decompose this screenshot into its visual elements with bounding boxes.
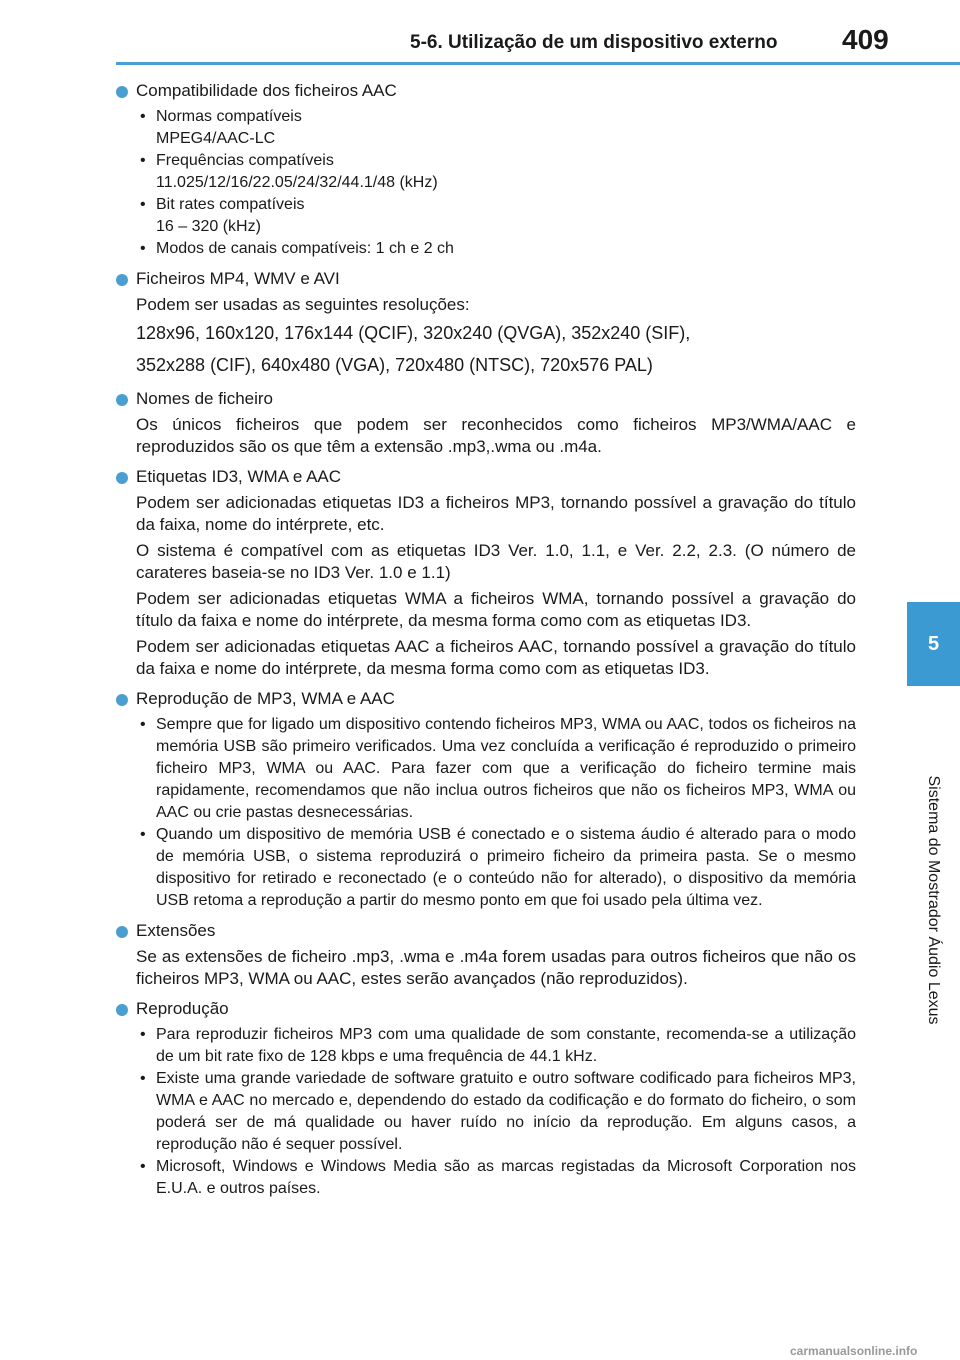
- item-list: [136, 1024, 856, 1200]
- dot-icon: •: [140, 1026, 146, 1043]
- watermark: carmanualsonline.info: [790, 1344, 918, 1358]
- item-list: [136, 714, 856, 912]
- list-item: • Normas compatíveis MPEG4/AAC-LC: [140, 108, 302, 147]
- dot-icon: •: [140, 196, 146, 213]
- section-extensions: [116, 920, 856, 990]
- paragraph: 128x96, 160x120, 176x144 (QCIF), 320x240 (QVGA), 352x240 (SIF),: [136, 323, 691, 343]
- chapter-label: Sistema do Mostrador Áudio Lexus: [925, 775, 942, 1025]
- dot-icon: •: [140, 826, 146, 843]
- page-content: [116, 80, 856, 1208]
- bullet-icon: [116, 472, 128, 484]
- dot-icon: •: [140, 716, 146, 733]
- list-item: • Bit rates compatíveis 16 – 320 (kHz): [140, 196, 305, 235]
- dot-icon: •: [140, 108, 146, 125]
- section-heading: Ficheiros MP4, WMV e AVI: [116, 268, 856, 290]
- paragraph: Podem ser adicionadas etiquetas ID3 a ficheiros MP3, tornando possível a gravação do título da faixa, nome do intérprete, etc.: [136, 493, 856, 534]
- section-video: [116, 268, 856, 380]
- paragraph: Podem ser adicionadas etiquetas AAC a ficheiros AAC, tornando possível a gravação do título da faixa e nome do intérprete, da mesma forma como com as etiquetas ID3.: [136, 637, 856, 678]
- bullet-icon: [116, 394, 128, 406]
- section-title: 5-6. Utilização de um dispositivo externo: [410, 32, 778, 53]
- list-item: • Microsoft, Windows e Windows Media são as marcas registadas da Microsoft Corporation nos E.U.A. e outros países.: [140, 1158, 856, 1197]
- section-tags: [116, 466, 856, 680]
- paragraph: Podem ser adicionadas etiquetas WMA a ficheiros WMA, tornando possível a gravação do título da faixa e nome do intérprete, da mesma forma como com as etiquetas ID3.: [136, 589, 856, 630]
- paragraph: Podem ser usadas as seguintes resoluções:: [136, 295, 470, 314]
- dot-icon: •: [140, 1158, 146, 1175]
- section-heading: Extensões: [116, 920, 856, 942]
- section-heading: Reprodução de MP3, WMA e AAC: [116, 688, 856, 710]
- chapter-tab[interactable]: [907, 602, 960, 686]
- bullet-icon: [116, 1004, 128, 1016]
- list-item: • Sempre que for ligado um dispositivo contendo ficheiros MP3, WMA ou AAC, todos os ficheiros na memória USB são primeiro verificados. Uma vez concluída a verificação é reproduzido o primeiro ficheiro MP3, WMA ou AAC. Para fazer com que a verificação do ficheiro termine mais rapidamente, recomendamos que não inclua outros ficheiros que não os ficheiros MP3, WMA ou AAC ou crie pastas desnecessárias.: [140, 716, 856, 821]
- paragraph: O sistema é compatível com as etiquetas ID3 Ver. 1.0, 1.1, e Ver. 2.2, 2.3. (O número de carateres baseia-se no ID3 Ver. 1.0 e 1.1): [136, 541, 856, 582]
- list-item: • Modos de canais compatíveis: 1 ch e 2 ch: [136, 238, 856, 260]
- section-names: [116, 388, 856, 458]
- section-heading: Etiquetas ID3, WMA e AAC: [116, 466, 856, 488]
- section-playback: [116, 998, 856, 1200]
- bullet-icon: [116, 694, 128, 706]
- section-heading: Nomes de ficheiro: [116, 388, 856, 410]
- page-header: [0, 0, 960, 64]
- paragraph: Se as extensões de ficheiro .mp3, .wma e .m4a forem usadas para outros ficheiros que não os ficheiros MP3, WMA ou AAC, estes serão avançados (não reproduzidos).: [136, 947, 856, 988]
- dot-icon: •: [140, 240, 146, 257]
- dot-icon: •: [140, 152, 146, 169]
- paragraph: Os únicos ficheiros que podem ser reconhecidos como ficheiros MP3/WMA/AAC e reproduzidos são os que têm a extensão .mp3,.wma ou .m4a.: [136, 415, 856, 456]
- chapter-number: 5: [927, 632, 940, 655]
- paragraph: 352x288 (CIF), 640x480 (VGA), 720x480 (NTSC), 720x576 PAL): [136, 355, 653, 375]
- item-list: [136, 106, 856, 260]
- list-item: • Frequências compatíveis 11.025/12/16/22.05/24/32/44.1/48 (kHz): [140, 152, 438, 191]
- section-heading: Reprodução: [116, 998, 856, 1020]
- list-item: • Existe uma grande variedade de software gratuito e outro software codificado para ficheiros MP3, WMA e AAC no mercado e, dependendo do estado da codificação e do formato do ficheiro, o som poderá ser de má qualidade ou haver ruído no início da reprodução. Em alguns casos, a reprodução não é sequer possível.: [140, 1070, 856, 1153]
- page-number: 409: [842, 24, 889, 55]
- section-playback-mp3: [116, 688, 856, 912]
- bullet-icon: [116, 274, 128, 286]
- section-heading: Compatibilidade dos ficheiros AAC: [116, 80, 856, 102]
- bullet-icon: [116, 926, 128, 938]
- list-item: • Quando um dispositivo de memória USB é conectado e o sistema áudio é alterado para o modo de memória USB, o sistema reproduzirá o primeiro ficheiro da primeira pasta. Se o mesmo dispositivo for retirado e reconectado (e o conteúdo não for alterado), o dispositivo da memória USB retoma a reprodução a partir do mesmo ponto em que foi usado pela última vez.: [140, 826, 856, 909]
- list-item: • Para reproduzir ficheiros MP3 com uma qualidade de som constante, recomenda-se a utilização de um bit rate fixo de 128 kbps e uma frequência de 44.1 kHz.: [140, 1026, 856, 1065]
- header-divider: [116, 62, 960, 65]
- dot-icon: •: [140, 1070, 146, 1087]
- section-aac: [116, 80, 856, 260]
- bullet-icon: [116, 86, 128, 98]
